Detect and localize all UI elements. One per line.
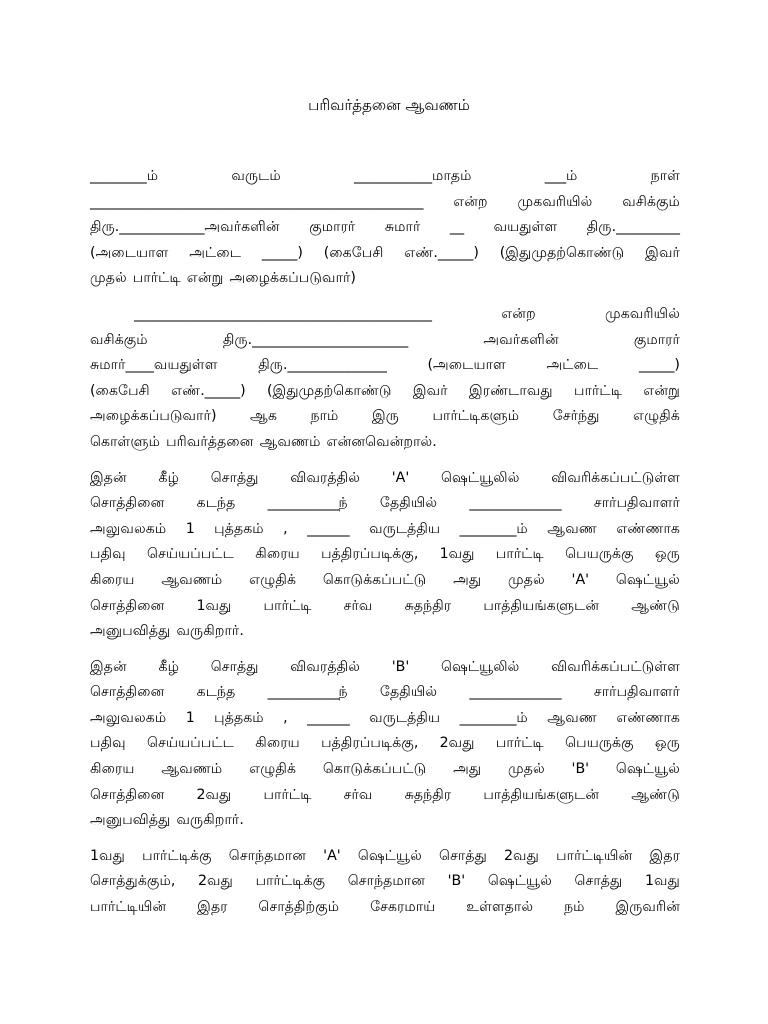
text-line <box>90 844 680 870</box>
word: விவரிக்கப்பட்டுள்ள <box>551 658 680 675</box>
word: முகவரியில் <box>605 305 680 322</box>
document-title: பரிவர்த்தனை ஆவணம் <box>308 96 470 114</box>
word: கொடுக்கப்பட்டு <box>322 761 427 778</box>
word: சுதந்திர <box>404 597 452 614</box>
word: வயதுள்ள <box>493 219 558 236</box>
word: ஷெட்யூல் <box>615 761 680 778</box>
word: சொத்து <box>210 469 259 486</box>
word: _____) <box>638 357 680 374</box>
word: விவரத்தில் <box>290 469 361 486</box>
word: பத்திரப்படிக்கு, <box>321 546 419 563</box>
word: திரு.______________________ <box>222 331 409 348</box>
word: இதர <box>649 847 680 864</box>
word: 1 <box>185 709 195 726</box>
text-line <box>90 680 680 706</box>
word: _____________ <box>469 684 562 701</box>
text-line <box>90 869 680 895</box>
word: வருகிறார். <box>176 812 244 829</box>
word: ஆவண <box>547 709 597 726</box>
word: ஆண்டு <box>631 786 680 803</box>
word: வருடம் <box>231 168 281 184</box>
word: ஷெட்யூல் <box>487 873 552 890</box>
paragraph <box>90 164 680 292</box>
word: கிரைய <box>90 761 135 778</box>
word: அழைக்கப்படுவார்) <box>90 408 217 425</box>
word: முதல் <box>507 761 545 778</box>
word: (கைபேசி <box>90 382 150 399</box>
word: வருடத்திய <box>369 520 441 537</box>
word: ஷெட்யூல் <box>615 571 680 588</box>
word: 2வது <box>504 847 539 864</box>
word: 2வது <box>196 786 232 803</box>
word: ஆக <box>250 408 278 425</box>
word: சொத்தினை <box>90 495 165 512</box>
document-body <box>90 164 680 921</box>
word: சுமார் <box>384 219 421 236</box>
word: 'A' <box>571 571 590 588</box>
text-line <box>90 491 680 517</box>
word: பார்ட்டி <box>263 786 312 803</box>
word: சொத்து <box>439 847 487 864</box>
text-line <box>90 466 680 492</box>
word: என்று <box>186 270 224 287</box>
word: __________________________________________ <box>134 305 432 322</box>
word: பதிவு <box>90 735 126 752</box>
word: விவரத்தில் <box>290 658 360 675</box>
text-line <box>90 302 680 328</box>
word: அலுவலகம் <box>90 520 167 537</box>
word: _______________________________________________ <box>90 193 424 210</box>
word: அது <box>453 761 482 778</box>
word: இதன் <box>90 658 127 675</box>
word: திரு.______________ <box>258 357 387 374</box>
word: இரண்டாவது <box>468 382 553 399</box>
word: நம் <box>564 899 585 916</box>
word: பாத்தியங்களுடன் <box>483 786 600 803</box>
word: அழைக்கப்படுவார்) <box>229 270 356 287</box>
word: நாள் <box>650 168 680 184</box>
word: எண்ணாக <box>616 709 680 726</box>
word: (இதுமுதற்கொண்டு <box>499 244 625 261</box>
word: விவரிக்கப்பட்டுள்ள <box>551 469 680 486</box>
word: 'B' <box>571 761 590 778</box>
word: திரு._________ <box>586 219 680 236</box>
word: அலுவலகம் <box>90 709 167 726</box>
word: இதர <box>197 899 228 916</box>
word: புத்தகம் <box>214 709 264 726</box>
word: தேதியில் <box>379 684 438 701</box>
text-line <box>90 542 680 568</box>
paragraph <box>90 466 680 645</box>
word: திரு.____________அவர்களின் <box>90 219 280 236</box>
word: சொத்தினை <box>90 597 165 614</box>
word: , <box>283 709 288 726</box>
word: ஆவணம் <box>161 571 223 588</box>
word: __________ந் <box>267 495 348 512</box>
word: எண்ணாக <box>616 520 680 537</box>
word: 'B' <box>391 658 410 675</box>
word: ஆவணம் <box>259 433 321 450</box>
word: வசிக்கும் <box>90 331 148 348</box>
word: எண்._____) <box>171 382 246 399</box>
text-line <box>90 353 680 379</box>
word: எழுதிக் <box>249 761 297 778</box>
word: பார்ட்டிக்கு <box>255 873 326 890</box>
text-line <box>90 215 680 241</box>
word: கிரைய <box>90 571 135 588</box>
word: பெயருக்கு <box>565 546 634 563</box>
word: ___________மாதம் <box>354 168 472 184</box>
word: ________ம் <box>459 520 528 537</box>
word: (கைபேசி <box>323 244 384 261</box>
word: என்னவென்றால். <box>326 433 437 450</box>
word: ___ம் <box>544 168 578 184</box>
word: சார்பதிவாளர் <box>593 495 680 512</box>
word: கீழ் <box>158 658 180 675</box>
word: அவர்களின் <box>483 331 559 348</box>
word: அது <box>453 571 482 588</box>
text-line <box>90 655 680 681</box>
word: பதிவு <box>90 546 126 563</box>
word: சொத்து <box>574 873 623 890</box>
word: சொத்தினை <box>90 786 165 803</box>
word: அட்டை <box>189 244 242 261</box>
word: கிரைய <box>255 735 300 752</box>
word: சொந்தமான <box>347 873 426 890</box>
word: கிரைய <box>255 546 300 563</box>
word: (இதுமுதற்கொண்டு <box>267 382 392 399</box>
word: புத்தகம் <box>214 520 264 537</box>
word: __ <box>449 219 465 236</box>
word: 1வது <box>439 546 475 563</box>
word: பெயருக்கு <box>565 735 634 752</box>
word: உள்ளதால் <box>466 899 534 916</box>
word: பார்ட்டி <box>495 735 544 752</box>
text-line <box>90 568 680 594</box>
word: முகவரியில் <box>517 193 593 210</box>
text-line <box>90 706 680 732</box>
text-line <box>90 379 680 405</box>
word: _____) <box>261 244 303 261</box>
paragraph <box>90 302 680 456</box>
text-line <box>90 430 680 456</box>
word: செய்யப்பட்ட <box>147 546 234 563</box>
text-line <box>90 808 680 834</box>
text-line <box>90 757 680 783</box>
word: பார்ட்டி <box>574 382 622 399</box>
word: செய்யப்பட்ட <box>147 735 234 752</box>
word: கொடுக்கப்பட்டு <box>322 571 427 588</box>
word: என்ற <box>501 305 536 322</box>
word: என்ற <box>453 193 488 210</box>
word: எண்._____) <box>404 244 479 261</box>
text-line <box>90 241 680 267</box>
text-line <box>90 895 680 921</box>
text-line <box>90 783 680 809</box>
word: ________ம் <box>90 168 159 184</box>
word: சொத்தினை <box>90 684 165 701</box>
word: அனுபவித்து <box>90 623 171 640</box>
text-line <box>90 164 680 190</box>
word: 1 <box>185 520 195 537</box>
word: கொள்ளும் <box>90 433 161 450</box>
word: வருகிறார். <box>176 623 244 640</box>
word: ஒரு <box>654 546 680 563</box>
word: இவர் <box>412 382 448 399</box>
word: 2வது <box>439 735 475 752</box>
word: பார்ட்டியின் <box>556 847 633 864</box>
word: முதல் <box>507 571 545 588</box>
word: இவர் <box>645 244 680 261</box>
word: இதன் <box>90 469 127 486</box>
word: பார்ட்டி <box>263 597 312 614</box>
word: பார்ட்டி <box>495 546 544 563</box>
word: , <box>283 520 288 537</box>
word: (அடையாள <box>427 357 506 374</box>
paragraph <box>90 655 680 834</box>
word: ஷெட்யூலில் <box>440 469 520 486</box>
word: முதல் <box>90 270 127 287</box>
word: 1வது <box>644 873 680 890</box>
word: இருவரின் <box>615 899 680 916</box>
word: (அடையாள <box>90 244 169 261</box>
word: அட்டை <box>546 357 599 374</box>
word: குமாரர் <box>633 331 680 348</box>
text-line <box>90 190 680 216</box>
word: சுமார்____வயதுள்ள <box>90 357 218 374</box>
word: வருடத்திய <box>369 709 441 726</box>
word: 1வது <box>196 597 232 614</box>
word: ஆண்டு <box>631 597 680 614</box>
word: கீழ் <box>158 469 180 486</box>
word: நாம் <box>310 408 339 425</box>
text-line <box>90 731 680 757</box>
word: சுதந்திர <box>404 786 452 803</box>
word: ஒரு <box>654 735 680 752</box>
word: பத்திரப்படிக்கு, <box>321 735 419 752</box>
word: ஷெட்யூலில் <box>440 658 520 675</box>
word: கடந்த <box>196 684 236 701</box>
word: ______ <box>307 709 350 726</box>
word: அனுபவித்து <box>90 812 171 829</box>
word: சர்வ <box>343 786 373 803</box>
word: ஆவண <box>547 520 597 537</box>
word: பார்ட்டிகளும் <box>432 408 520 425</box>
word: 'B' <box>447 873 466 890</box>
text-line <box>90 328 680 354</box>
word: பார்ட்டி <box>132 270 181 287</box>
word: எழுதிக் <box>249 571 297 588</box>
word: எழுதிக் <box>633 408 680 425</box>
text-line <box>90 619 680 645</box>
word: சொந்தமான <box>228 847 307 864</box>
word: தேதியில் <box>379 495 438 512</box>
word: குமாரர் <box>309 219 356 236</box>
text-line <box>90 266 680 292</box>
word: சேர்ந்து <box>552 408 600 425</box>
word: __________ந் <box>267 684 348 701</box>
word: பரிவர்த்தனை <box>166 433 254 450</box>
text-line <box>90 404 680 430</box>
word: பார்ட்டிக்கு <box>142 847 212 864</box>
word: சர்வ <box>343 597 373 614</box>
word: பார்ட்டியின் <box>90 899 167 916</box>
word: என்று <box>643 382 680 399</box>
word: வசிக்கும் <box>622 193 680 210</box>
word: 'A' <box>391 469 410 486</box>
word: சொத்துக்கும், <box>90 873 176 890</box>
word: சொத்து <box>210 658 259 675</box>
text-line <box>90 517 680 543</box>
paragraph <box>90 844 680 921</box>
word: 'A' <box>323 847 341 864</box>
word: பாத்தியங்களுடன் <box>483 597 600 614</box>
word: _____________ <box>469 495 562 512</box>
word: சொத்திற்கும் <box>258 899 340 916</box>
word: 2வது <box>198 873 233 890</box>
word: ஆவணம் <box>161 761 223 778</box>
word: ______ <box>307 520 350 537</box>
word: இரு <box>372 408 399 425</box>
text-line <box>90 594 680 620</box>
word: கடந்த <box>196 495 236 512</box>
word: ஷெட்யூல் <box>357 847 422 864</box>
word: சேகரமாய் <box>370 899 436 916</box>
word: ________ம் <box>459 709 528 726</box>
word: சார்பதிவாளர் <box>593 684 680 701</box>
word: 1வது <box>90 847 125 864</box>
